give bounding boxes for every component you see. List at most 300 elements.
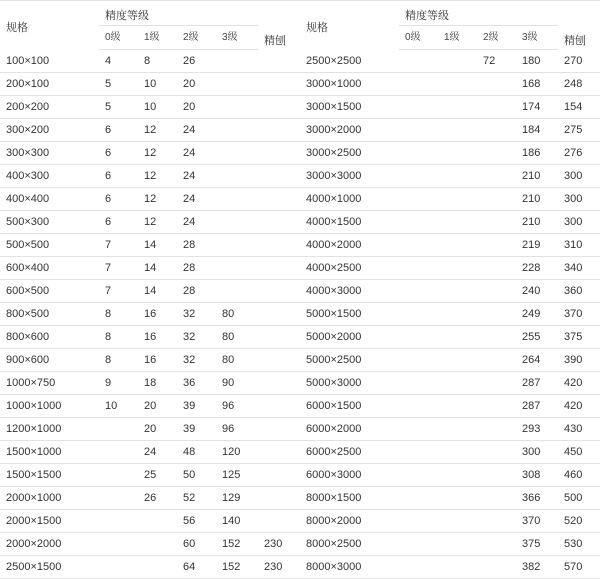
table-row — [0, 257, 300, 280]
cell-grade-3: 366 — [516, 487, 558, 510]
header-row-top — [0, 1, 300, 26]
cell-grade-0: 5 — [99, 96, 138, 119]
cell-grade-1: 12 — [138, 188, 177, 211]
cell-grade-3: 168 — [516, 73, 558, 96]
header-grade-3: 3级 — [516, 26, 558, 50]
cell-grind: 460 — [558, 464, 600, 487]
cell-grind — [258, 326, 300, 349]
cell-spec: 5000×1500 — [300, 303, 399, 326]
table-head — [300, 1, 600, 50]
cell-spec: 1000×1000 — [0, 395, 99, 418]
cell-grade-3: 228 — [516, 257, 558, 280]
cell-grade-1 — [438, 487, 477, 510]
table-row — [300, 96, 600, 119]
cell-grade-2: 32 — [177, 349, 216, 372]
table-head — [0, 1, 300, 50]
cell-grade-0: 7 — [99, 234, 138, 257]
cell-grade-0 — [399, 142, 438, 165]
cell-grade-0 — [399, 73, 438, 96]
cell-spec: 2000×1500 — [0, 510, 99, 533]
cell-grade-2 — [477, 464, 516, 487]
cell-grade-2 — [477, 142, 516, 165]
cell-grade-3 — [216, 165, 258, 188]
cell-grade-2: 24 — [177, 211, 216, 234]
cell-grind — [258, 487, 300, 510]
cell-grind: 230 — [258, 533, 300, 556]
cell-grind: 276 — [558, 142, 600, 165]
cell-spec: 4000×1500 — [300, 211, 399, 234]
table-row — [0, 418, 300, 441]
cell-grade-1 — [438, 326, 477, 349]
cell-spec: 3000×2500 — [300, 142, 399, 165]
table-row — [0, 142, 300, 165]
cell-grind — [258, 303, 300, 326]
table-row — [300, 326, 600, 349]
cell-grind: 275 — [558, 119, 600, 142]
table-row — [300, 119, 600, 142]
cell-grade-2 — [477, 303, 516, 326]
cell-grade-0 — [399, 119, 438, 142]
cell-grind: 420 — [558, 395, 600, 418]
cell-grade-2: 50 — [177, 464, 216, 487]
cell-grade-2 — [477, 510, 516, 533]
cell-spec: 6000×3000 — [300, 464, 399, 487]
right-table-block — [300, 0, 600, 579]
cell-spec: 4000×1000 — [300, 188, 399, 211]
cell-grade-2 — [477, 395, 516, 418]
cell-grade-1 — [438, 441, 477, 464]
cell-spec: 600×500 — [0, 280, 99, 303]
cell-spec: 2000×2000 — [0, 533, 99, 556]
table-row — [0, 556, 300, 579]
cell-grade-0: 9 — [99, 372, 138, 395]
cell-grade-0 — [399, 303, 438, 326]
table-row — [300, 395, 600, 418]
cell-grade-3: 80 — [216, 349, 258, 372]
cell-grade-0 — [99, 418, 138, 441]
table-row — [300, 257, 600, 280]
table-row — [0, 487, 300, 510]
cell-spec: 3000×1000 — [300, 73, 399, 96]
cell-grade-3: 382 — [516, 556, 558, 579]
table-row — [300, 73, 600, 96]
cell-grade-0: 6 — [99, 211, 138, 234]
cell-grade-1 — [438, 372, 477, 395]
cell-grade-0 — [399, 487, 438, 510]
cell-spec: 8000×2000 — [300, 510, 399, 533]
cell-grade-2: 28 — [177, 234, 216, 257]
cell-grade-2: 48 — [177, 441, 216, 464]
cell-grade-0: 8 — [99, 303, 138, 326]
cell-grade-2: 32 — [177, 326, 216, 349]
cell-grade-0 — [99, 487, 138, 510]
cell-spec: 300×200 — [0, 119, 99, 142]
cell-grade-2 — [477, 188, 516, 211]
cell-grade-1: 16 — [138, 326, 177, 349]
cell-grind: 570 — [558, 556, 600, 579]
cell-grind: 500 — [558, 487, 600, 510]
cell-grade-2 — [477, 257, 516, 280]
cell-grind: 340 — [558, 257, 600, 280]
cell-grind: 430 — [558, 418, 600, 441]
cell-grade-2: 24 — [177, 119, 216, 142]
cell-grade-0 — [399, 188, 438, 211]
cell-grind — [258, 510, 300, 533]
table-row — [300, 533, 600, 556]
cell-spec: 400×300 — [0, 165, 99, 188]
cell-grade-3: 370 — [516, 510, 558, 533]
table-row — [0, 326, 300, 349]
cell-grade-2: 52 — [177, 487, 216, 510]
table-row — [0, 533, 300, 556]
cell-grade-2: 60 — [177, 533, 216, 556]
cell-grade-3: 90 — [216, 372, 258, 395]
table-row — [0, 234, 300, 257]
cell-grind — [258, 96, 300, 119]
cell-grade-1 — [438, 50, 477, 73]
cell-grind: 520 — [558, 510, 600, 533]
cell-grade-1: 20 — [138, 395, 177, 418]
cell-grade-0: 8 — [99, 326, 138, 349]
header-grind: 精刨 — [558, 1, 600, 50]
cell-grade-1: 12 — [138, 142, 177, 165]
cell-grade-1 — [438, 533, 477, 556]
cell-spec: 6000×2000 — [300, 418, 399, 441]
cell-grade-2: 26 — [177, 50, 216, 73]
cell-grade-1 — [438, 464, 477, 487]
cell-grade-2: 56 — [177, 510, 216, 533]
cell-grade-1 — [438, 257, 477, 280]
cell-grind — [258, 464, 300, 487]
cell-grade-2: 24 — [177, 165, 216, 188]
cell-spec: 100×100 — [0, 50, 99, 73]
cell-grind — [258, 280, 300, 303]
table-row — [0, 211, 300, 234]
cell-grade-1 — [438, 73, 477, 96]
cell-grind: 248 — [558, 73, 600, 96]
cell-grade-1: 12 — [138, 211, 177, 234]
cell-grind — [258, 119, 300, 142]
cell-grade-3: 80 — [216, 303, 258, 326]
cell-grade-3: 120 — [216, 441, 258, 464]
header-grade-3: 3级 — [216, 26, 258, 50]
table-row — [300, 303, 600, 326]
cell-grade-0: 6 — [99, 119, 138, 142]
cell-grade-1 — [438, 303, 477, 326]
header-grade-2: 2级 — [177, 26, 216, 50]
cell-grind — [258, 211, 300, 234]
cell-grade-1: 16 — [138, 349, 177, 372]
cell-grade-2: 64 — [177, 556, 216, 579]
cell-grade-2 — [477, 487, 516, 510]
cell-spec: 3000×3000 — [300, 165, 399, 188]
cell-grade-1: 12 — [138, 165, 177, 188]
cell-grade-3: 96 — [216, 418, 258, 441]
cell-grade-3: 210 — [516, 188, 558, 211]
cell-grade-2: 28 — [177, 280, 216, 303]
table-row — [0, 96, 300, 119]
cell-grade-3: 308 — [516, 464, 558, 487]
cell-grade-2: 20 — [177, 96, 216, 119]
cell-grind — [258, 372, 300, 395]
table-body-right — [300, 50, 600, 579]
cell-grade-1: 8 — [138, 50, 177, 73]
cell-grade-3: 375 — [516, 533, 558, 556]
cell-spec: 500×300 — [0, 211, 99, 234]
cell-grind: 530 — [558, 533, 600, 556]
header-spec: 规格 — [0, 1, 99, 50]
cell-grade-3: 219 — [516, 234, 558, 257]
table-row — [300, 349, 600, 372]
cell-spec: 5000×3000 — [300, 372, 399, 395]
cell-grade-2: 24 — [177, 188, 216, 211]
cell-grind — [258, 234, 300, 257]
table-row — [300, 50, 600, 73]
cell-grade-0: 10 — [99, 395, 138, 418]
cell-grade-2: 28 — [177, 257, 216, 280]
cell-spec: 800×500 — [0, 303, 99, 326]
cell-grade-1: 14 — [138, 280, 177, 303]
cell-grade-0: 5 — [99, 73, 138, 96]
cell-grade-2 — [477, 441, 516, 464]
cell-grade-2: 39 — [177, 418, 216, 441]
cell-grind: 230 — [258, 556, 300, 579]
cell-grade-1: 10 — [138, 73, 177, 96]
cell-grade-0 — [99, 510, 138, 533]
cell-grade-1 — [438, 556, 477, 579]
cell-spec: 400×400 — [0, 188, 99, 211]
cell-spec: 5000×2000 — [300, 326, 399, 349]
cell-grade-2: 32 — [177, 303, 216, 326]
cell-grade-2 — [477, 326, 516, 349]
cell-grind: 375 — [558, 326, 600, 349]
cell-grade-0: 8 — [99, 349, 138, 372]
cell-grind: 390 — [558, 349, 600, 372]
cell-grade-3 — [216, 188, 258, 211]
table-row — [0, 349, 300, 372]
cell-grade-0: 6 — [99, 142, 138, 165]
cell-grade-1: 24 — [138, 441, 177, 464]
cell-grade-0 — [399, 234, 438, 257]
cell-grade-3: 96 — [216, 395, 258, 418]
cell-grind — [258, 257, 300, 280]
header-grade-1: 1级 — [138, 26, 177, 50]
cell-grade-2 — [477, 165, 516, 188]
cell-grade-0 — [99, 533, 138, 556]
cell-grade-1: 25 — [138, 464, 177, 487]
cell-grade-0 — [399, 96, 438, 119]
cell-grade-0: 6 — [99, 165, 138, 188]
cell-grade-3 — [216, 96, 258, 119]
cell-grade-0 — [399, 372, 438, 395]
table-row — [0, 303, 300, 326]
table-row — [0, 73, 300, 96]
cell-spec: 4000×2500 — [300, 257, 399, 280]
cell-grind — [258, 188, 300, 211]
cell-grind — [258, 441, 300, 464]
table-row — [0, 395, 300, 418]
cell-grade-3: 80 — [216, 326, 258, 349]
cell-spec: 2000×1000 — [0, 487, 99, 510]
table-row — [300, 234, 600, 257]
table-row — [300, 510, 600, 533]
cell-spec: 3000×1500 — [300, 96, 399, 119]
cell-grade-2: 24 — [177, 142, 216, 165]
header-grade-0: 0级 — [99, 26, 138, 50]
cell-spec: 200×200 — [0, 96, 99, 119]
header-grade-2: 2级 — [477, 26, 516, 50]
cell-grade-3: 184 — [516, 119, 558, 142]
table-row — [300, 556, 600, 579]
cell-grind: 300 — [558, 165, 600, 188]
cell-grade-1 — [138, 510, 177, 533]
cell-grade-1 — [438, 349, 477, 372]
cell-spec: 3000×2000 — [300, 119, 399, 142]
cell-spec: 5000×2500 — [300, 349, 399, 372]
cell-grind — [258, 142, 300, 165]
cell-grade-2 — [477, 556, 516, 579]
cell-grade-1: 16 — [138, 303, 177, 326]
cell-grade-0 — [399, 211, 438, 234]
cell-spec: 6000×1500 — [300, 395, 399, 418]
table-row — [300, 211, 600, 234]
cell-grade-1 — [138, 556, 177, 579]
header-row-top — [300, 1, 600, 26]
precision-table-right — [300, 0, 600, 579]
cell-spec: 800×600 — [0, 326, 99, 349]
header-precision-group: 精度等级 — [399, 1, 558, 26]
cell-grade-3: 129 — [216, 487, 258, 510]
cell-grade-0 — [99, 464, 138, 487]
header-precision-group: 精度等级 — [99, 1, 258, 26]
cell-spec: 1200×1000 — [0, 418, 99, 441]
table-row — [300, 464, 600, 487]
table-row — [300, 188, 600, 211]
cell-spec: 1500×1000 — [0, 441, 99, 464]
cell-grade-3: 125 — [216, 464, 258, 487]
table-row — [0, 372, 300, 395]
cell-grade-3: 152 — [216, 556, 258, 579]
cell-grade-1 — [438, 165, 477, 188]
cell-grade-1: 18 — [138, 372, 177, 395]
cell-grade-0 — [399, 556, 438, 579]
cell-spec: 500×500 — [0, 234, 99, 257]
cell-grind: 154 — [558, 96, 600, 119]
cell-grade-3: 249 — [516, 303, 558, 326]
cell-grade-3: 210 — [516, 211, 558, 234]
table-row — [0, 280, 300, 303]
cell-grade-0 — [399, 418, 438, 441]
cell-grade-1 — [438, 96, 477, 119]
header-spec: 规格 — [300, 1, 399, 50]
cell-spec: 1500×1500 — [0, 464, 99, 487]
header-grade-0: 0级 — [399, 26, 438, 50]
cell-grade-3 — [216, 234, 258, 257]
cell-grade-0: 7 — [99, 257, 138, 280]
cell-spec: 1000×750 — [0, 372, 99, 395]
cell-grade-3 — [216, 73, 258, 96]
cell-grade-1: 14 — [138, 257, 177, 280]
cell-grade-3: 287 — [516, 395, 558, 418]
table-row — [300, 165, 600, 188]
cell-grade-0 — [399, 464, 438, 487]
cell-grade-0 — [99, 441, 138, 464]
cell-grade-2 — [477, 73, 516, 96]
cell-grade-3: 287 — [516, 372, 558, 395]
cell-grade-1 — [438, 510, 477, 533]
cell-spec: 300×300 — [0, 142, 99, 165]
cell-grade-3: 240 — [516, 280, 558, 303]
cell-grade-0 — [399, 441, 438, 464]
cell-spec: 4000×3000 — [300, 280, 399, 303]
cell-grind: 310 — [558, 234, 600, 257]
cell-grade-1 — [438, 211, 477, 234]
cell-spec: 900×600 — [0, 349, 99, 372]
cell-grade-3 — [216, 119, 258, 142]
cell-grade-0: 6 — [99, 188, 138, 211]
cell-grade-2: 36 — [177, 372, 216, 395]
cell-grade-1 — [438, 418, 477, 441]
table-row — [0, 165, 300, 188]
cell-grind — [258, 418, 300, 441]
cell-grade-3 — [216, 257, 258, 280]
cell-grade-3: 293 — [516, 418, 558, 441]
cell-grade-2: 72 — [477, 50, 516, 73]
cell-grade-3 — [216, 280, 258, 303]
cell-grade-3 — [216, 142, 258, 165]
cell-grade-0 — [399, 165, 438, 188]
cell-grind — [258, 73, 300, 96]
cell-spec: 4000×2000 — [300, 234, 399, 257]
cell-grade-2: 20 — [177, 73, 216, 96]
cell-grade-0 — [399, 326, 438, 349]
cell-grade-1 — [438, 280, 477, 303]
cell-grade-3: 210 — [516, 165, 558, 188]
cell-grade-3 — [216, 50, 258, 73]
cell-grade-3: 174 — [516, 96, 558, 119]
cell-spec: 2500×2500 — [300, 50, 399, 73]
cell-grade-0 — [399, 533, 438, 556]
table-row — [300, 487, 600, 510]
cell-grade-0 — [99, 556, 138, 579]
cell-grade-0 — [399, 349, 438, 372]
cell-grade-1 — [438, 119, 477, 142]
table-row — [300, 142, 600, 165]
cell-grind: 370 — [558, 303, 600, 326]
cell-grade-0 — [399, 50, 438, 73]
cell-grade-1: 20 — [138, 418, 177, 441]
cell-grade-2 — [477, 211, 516, 234]
cell-grade-3: 255 — [516, 326, 558, 349]
header-grade-1: 1级 — [438, 26, 477, 50]
cell-grade-2 — [477, 418, 516, 441]
cell-spec: 200×100 — [0, 73, 99, 96]
cell-grade-3 — [216, 211, 258, 234]
cell-grade-0: 4 — [99, 50, 138, 73]
cell-grade-3: 264 — [516, 349, 558, 372]
cell-spec: 2500×1500 — [0, 556, 99, 579]
cell-grade-1 — [438, 395, 477, 418]
cell-grade-2 — [477, 119, 516, 142]
cell-grade-1 — [138, 533, 177, 556]
table-row — [300, 280, 600, 303]
cell-grade-1: 10 — [138, 96, 177, 119]
cell-grade-0 — [399, 510, 438, 533]
cell-grind: 300 — [558, 188, 600, 211]
cell-grind: 270 — [558, 50, 600, 73]
cell-grade-2 — [477, 533, 516, 556]
table-row — [300, 441, 600, 464]
